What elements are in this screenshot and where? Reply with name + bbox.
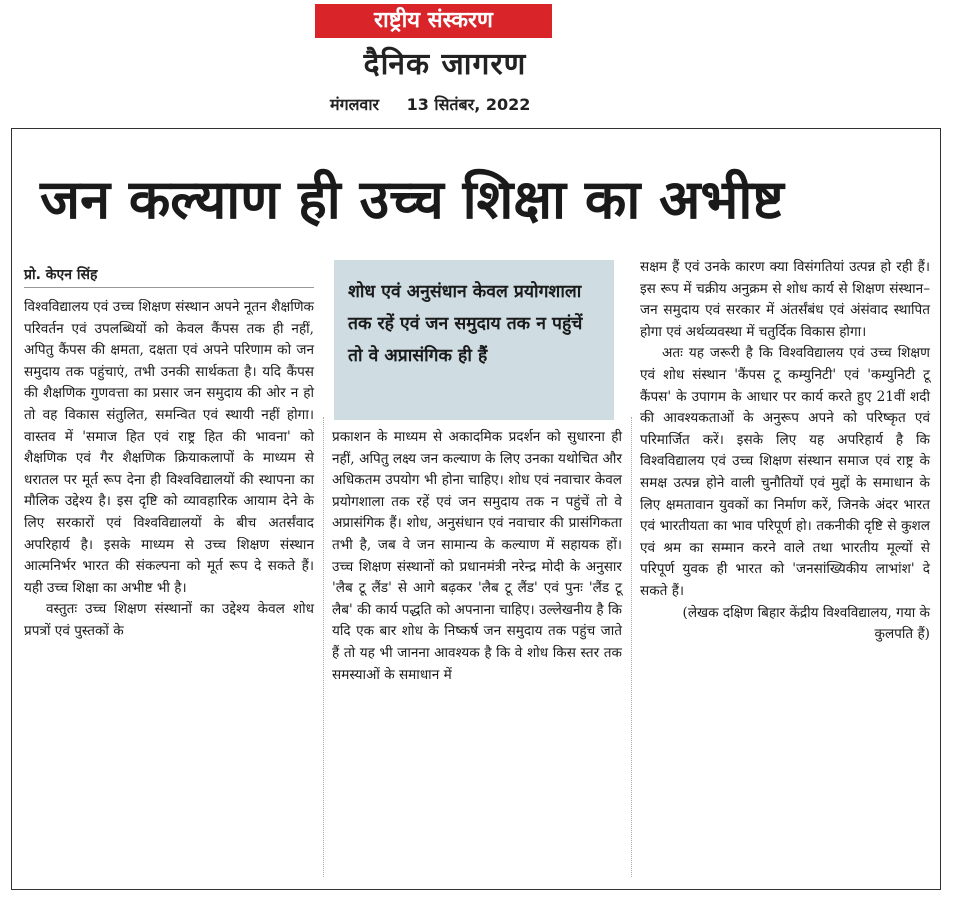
masthead [0,0,954,125]
byline-divider [24,287,314,288]
paragraph: विश्वविद्यालय एवं उच्च शिक्षण संस्थान अपने नूतन शैक्षणिक परिवर्तन एवं उपलब्धियों को केवल कैंपस तक ही नहीं, अपितु कैंपस की क्षमता, दक्षता एवं अपने परिणाम को जन समुदाय तक पहुंचाएं, तभी उनकी सार्थकता है। यदि कैंपस की शैक्षणिक गुणवत्ता का प्रसार जन समुदाय की ओर न हो तो वह विकास संतुलित, समन्वित एवं स्थायी नहीं होगा। वास्तव में 'समाज हित एवं राष्ट्र हित की भावना' को शैक्षणिक एवं गैर शैक्षणिक क्रियाकलापों के माध्यम से धरातल पर मूर्त रूप देना ही विश्वविद्यालयों की स्थापना का मौलिक उद्देश्य है। इस दृष्टि को व्यावहारिक आयाम देने के लिए सरकारों एवं विश्वविद्यालयों के बीच अतर्संवाद अपरिहार्य है। इसके माध्यम से उच्च शिक्षण संस्थान आत्मनिर्भर भारत की संकल्पना को मूर्त रूप दे सकते हैं। यही उच्च शिक्षा का अभीष्ट भी है। [24,299,314,596]
date-label: 13 सितंबर, 2022 [406,95,531,114]
article-clipping [11,128,941,890]
edition-banner: राष्ट्रीय संस्करण [315,4,552,38]
paragraph: वस्तुतः उच्च शिक्षण संस्थानों का उद्देश्य केवल शोध प्रपत्रों एवं पुस्तकों के [24,601,314,639]
paragraph: अतः यह जरूरी है कि विश्वविद्यालय एवं उच्च शिक्षण एवं शोध संस्थान 'कैंपस टू कम्युनिटी' एवं 'कम्युनिटी टू कैंपस' के उपागम के आधार पर कार्य करते हुए 21वीं शदी की आवश्यकताओं के अनुरूप अपने को परिष्कृत एवं परिमार्जित करें। इसके लिए यह अपरिहार्य है कि विश्वविद्यालय एवं उच्च शिक्षण संस्थान समाज एवं राष्ट्र के समक्ष उत्पन्न होने वाली चुनौतियों एवं मुद्दों के समाधान के लिए क्षमतावान युवकों का निर्माण करें, जिनके अंदर भारत एवं भारतीयता का भाव परिपूर्ण हो। तकनीकी दृष्टि से कुशल एवं श्रम का सम्मान करने वाले तथा भारतीय मूल्यों से परिपूर्ण युवक ही भारत को 'जनसांख्यिकीय लाभांश' दे सकते हैं। [640,345,930,599]
pull-quote: शोध एवं अनुसंधान केवल प्रयोगशाला तक रहें एवं जन समुदाय तक न पहुंचें तो वे अप्रासंगिक ही हैं [334,260,614,420]
dateline [330,93,560,115]
newspaper-logo: दैनिक जागरण [363,47,527,82]
headline: जन कल्याण ही उच्च शिक्षा का अभीष्ट [40,168,784,231]
column-3 [640,257,930,646]
column-divider [323,417,324,877]
column-divider [631,417,632,877]
author-credit: (लेखक दक्षिण बिहार केंद्रीय विश्वविद्यालय, गया के कुलपति हैं) [682,604,930,643]
paragraph: प्रकाशन के माध्यम से अकादमिक प्रदर्शन को सुधारना ही नहीं, अपितु लक्ष्य जन कल्याण के लिए उनका यथोचित और अधिकतम उपयोग भी होना चाहिए। शोध एवं नवाचार केवल प्रयोगशाला तक रहें एवं जन समुदाय तक न पहुंचें तो वे अप्रासंगिक हैं। शोध, अनुसंधान एवं नवाचार की प्रासंगिकता तभी है, जब वे जन सामान्य के कल्याण में सहायक हों। उच्च शिक्षण संस्थानों को प्रधानमंत्री नरेन्द्र मोदी के अनुसार 'लैब टू लैंड' से आगे बढ़कर 'लैब टू लैंड' एवं पुनः 'लैंड टू लैब' की कार्य पद्धति को अपनाना चाहिए। उल्लेखनीय है कि यदि एक बार शोध के निष्कर्ष जन समुदाय तक पहुंच जाते हैं तो यह भी जानना आवश्यक है कि वे शोध किस स्तर तक समस्याओं के समाधान में [332,429,622,683]
column-1 [24,297,314,643]
day-label: मंगलवार [330,95,380,114]
column-2 [332,427,622,686]
byline: प्रो. केएन सिंह [24,267,98,283]
paragraph: सक्षम हैं एवं उनके कारण क्या विसंगतियां उत्पन्न हो रही हैं। इस रूप में चक्रीय अनुक्रम से शोध कार्य से शिक्षण संस्थान–जन समुदाय एवं सरकार में अंतर्संबंध एवं अंसंवाद स्थापित होगा एवं अर्थव्यवस्था में चतुर्दिक विकास होगा। [640,259,930,340]
